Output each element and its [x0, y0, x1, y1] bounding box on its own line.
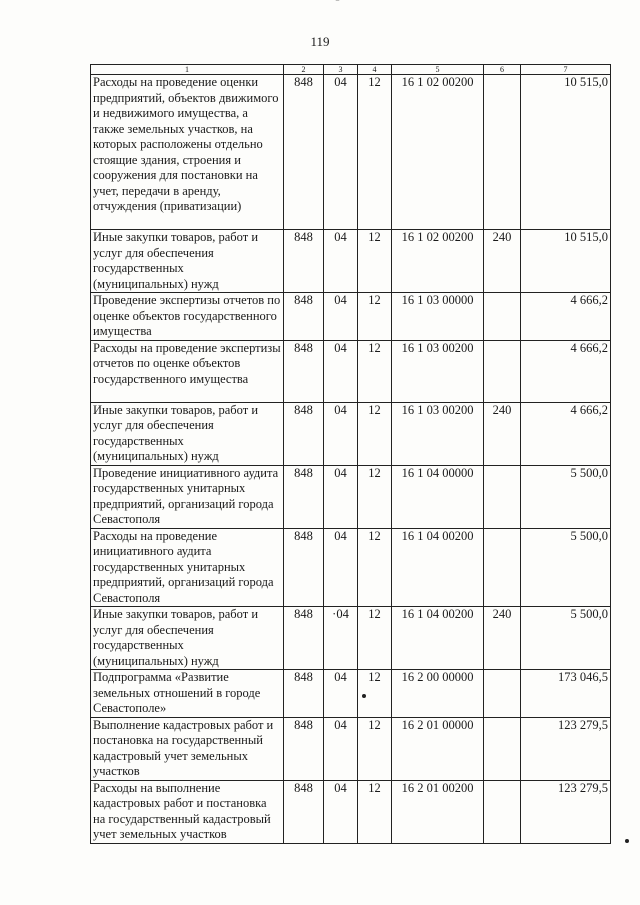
amount: 5 500,0: [521, 465, 611, 528]
subsection-code: 12: [358, 717, 392, 780]
target-article-code: 16 1 03 00000: [392, 293, 484, 341]
expense-type-code: [484, 528, 521, 607]
amount: 123 279,5: [521, 780, 611, 843]
target-article-code: 16 1 04 00000: [392, 465, 484, 528]
ministry-code: 848: [284, 607, 324, 670]
table-row: [91, 75, 611, 230]
section-code: 04: [324, 528, 358, 607]
ministry-code: 848: [284, 528, 324, 607]
subsection-code: 12: [358, 670, 392, 718]
subsection-code: 12: [358, 340, 392, 402]
expense-name: Иные закупки товаров, работ и услуг для обеспечения государственных (муниципальных) нужд: [91, 230, 284, 293]
table-row: [91, 293, 611, 341]
section-code: 04: [324, 293, 358, 341]
table-row: [91, 402, 611, 465]
ministry-code: 848: [284, 717, 324, 780]
table-row: [91, 717, 611, 780]
expense-name: Расходы на выполнение кадастровых работ и постановка на государственный кадастровый учет земельных участков: [91, 780, 284, 843]
table-row: [91, 340, 611, 402]
section-code: 04: [324, 780, 358, 843]
expense-type-code: [484, 293, 521, 341]
table-row: [91, 230, 611, 293]
subsection-code: 12: [358, 293, 392, 341]
subsection-code: 12: [358, 75, 392, 230]
target-article-code: 16 1 02 00200: [392, 75, 484, 230]
section-code: 04: [324, 75, 358, 230]
ministry-code: 848: [284, 780, 324, 843]
ministry-code: 848: [284, 465, 324, 528]
budget-table: [90, 64, 611, 844]
scan-speck: [362, 694, 366, 698]
target-article-code: 16 1 02 00200: [392, 230, 484, 293]
section-code: 04: [324, 717, 358, 780]
scan-speck: [625, 839, 629, 843]
expense-name: Иные закупки товаров, работ и услуг для обеспечения государственных (муниципальных) нужд: [91, 607, 284, 670]
expense-type-code: [484, 465, 521, 528]
expense-name: Проведение инициативного аудита государственных унитарных предприятий, организаций города Севастополя: [91, 465, 284, 528]
section-code: ·04: [324, 607, 358, 670]
table-row: [91, 670, 611, 718]
section-code: 04: [324, 402, 358, 465]
ministry-code: 848: [284, 293, 324, 341]
section-code: 04: [324, 670, 358, 718]
target-article-code: 16 1 03 00200: [392, 340, 484, 402]
header-cell-5: 5: [392, 65, 484, 75]
expense-name: Проведение экспертизы отчетов по оценке объектов государственного имущества: [91, 293, 284, 341]
amount: 5 500,0: [521, 607, 611, 670]
header-cell-7: 7: [521, 65, 611, 75]
top-mark: ‾: [336, 0, 339, 10]
ministry-code: 848: [284, 402, 324, 465]
header-cell-6: 6: [484, 65, 521, 75]
target-article-code: 16 1 03 00200: [392, 402, 484, 465]
expense-type-code: 240: [484, 230, 521, 293]
table-row: [91, 607, 611, 670]
target-article-code: 16 2 00 00000: [392, 670, 484, 718]
subsection-code: 12: [358, 402, 392, 465]
amount: 4 666,2: [521, 402, 611, 465]
table-row: [91, 528, 611, 607]
target-article-code: 16 2 01 00200: [392, 780, 484, 843]
subsection-code: 12: [358, 780, 392, 843]
header-cell-4: 4: [358, 65, 392, 75]
header-row: [91, 65, 611, 75]
subsection-code: 12: [358, 465, 392, 528]
subsection-code: 12: [358, 230, 392, 293]
amount: 123 279,5: [521, 717, 611, 780]
subsection-code: 12: [358, 528, 392, 607]
expense-type-code: [484, 340, 521, 402]
table-row: [91, 780, 611, 843]
amount: 4 666,2: [521, 293, 611, 341]
table-row: [91, 465, 611, 528]
expense-name: Расходы на проведение экспертизы отчетов по оценке объектов государственного имущества: [91, 340, 284, 402]
amount: 173 046,5: [521, 670, 611, 718]
ministry-code: 848: [284, 75, 324, 230]
target-article-code: 16 1 04 00200: [392, 607, 484, 670]
section-code: 04: [324, 230, 358, 293]
header-cell-3: 3: [324, 65, 358, 75]
amount: 10 515,0: [521, 75, 611, 230]
expense-name: Иные закупки товаров, работ и услуг для обеспечения государственных (муниципальных) нужд: [91, 402, 284, 465]
expense-type-code: [484, 780, 521, 843]
expense-name: Подпрограмма «Развитие земельных отношений в городе Севастополе»: [91, 670, 284, 718]
expense-type-code: 240: [484, 607, 521, 670]
amount: 5 500,0: [521, 528, 611, 607]
target-article-code: 16 1 04 00200: [392, 528, 484, 607]
header-cell-1: 1: [91, 65, 284, 75]
header-cell-2: 2: [284, 65, 324, 75]
amount: 10 515,0: [521, 230, 611, 293]
expense-type-code: 240: [484, 402, 521, 465]
ministry-code: 848: [284, 340, 324, 402]
expense-type-code: [484, 717, 521, 780]
expense-type-code: [484, 670, 521, 718]
ministry-code: 848: [284, 670, 324, 718]
expense-type-code: [484, 75, 521, 230]
page-number: 119: [310, 34, 330, 49]
expense-name: Расходы на проведение оценки предприятий, объектов движимого и недвижимого имущества, а также земельных участков, на которых расположены отдельно стоящие здания, строения и сооружения для постановки на учет, передачи в аренду, отчуждения (приватизации): [91, 75, 284, 230]
expense-name: Выполнение кадастровых работ и постановка на государственный кадастровый учет земельных участков: [91, 717, 284, 780]
subsection-code: 12: [358, 607, 392, 670]
section-code: 04: [324, 340, 358, 402]
section-code: 04: [324, 465, 358, 528]
expense-name: Расходы на проведение инициативного аудита государственных унитарных предприятий, организаций города Севастополя: [91, 528, 284, 607]
amount: 4 666,2: [521, 340, 611, 402]
ministry-code: 848: [284, 230, 324, 293]
target-article-code: 16 2 01 00000: [392, 717, 484, 780]
